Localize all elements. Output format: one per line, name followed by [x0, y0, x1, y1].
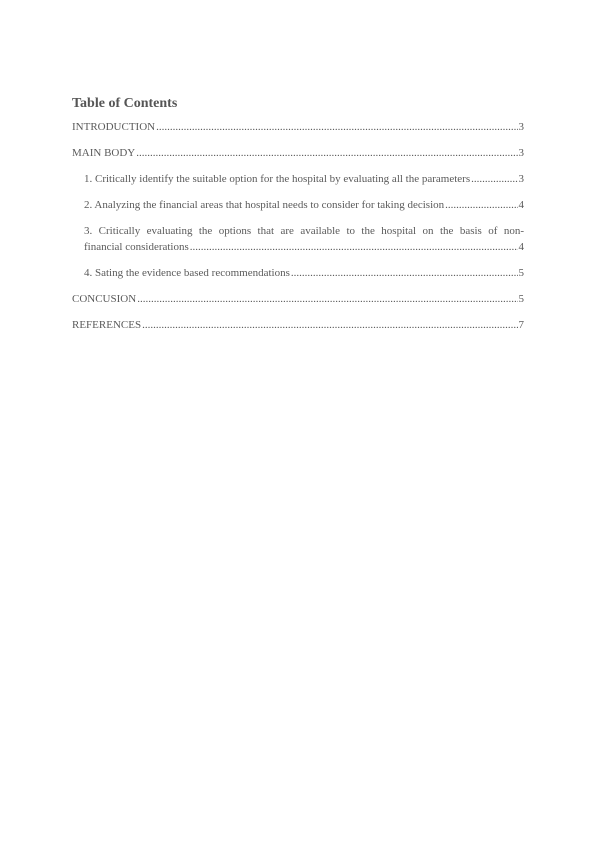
toc-entry-page: 3	[518, 147, 524, 159]
toc-entry-page: 5	[518, 267, 524, 279]
toc-entry-page: 3	[518, 121, 524, 133]
toc-entry-references[interactable]	[72, 317, 524, 333]
toc-entry-label: 4. Sating the evidence based recommendations	[84, 267, 290, 279]
toc-entry-introduction[interactable]	[72, 119, 524, 135]
toc-entry-section-3[interactable]	[72, 223, 524, 255]
dot-leader	[471, 171, 517, 187]
toc-entry-label: 2. Analyzing the financial areas that hospital needs to consider for taking decision	[84, 199, 445, 211]
toc-entry-page: 5	[518, 293, 524, 305]
toc-entry-label-line2: financial considerations	[84, 241, 189, 253]
toc-entry-page: 4	[518, 199, 524, 211]
toc-entry-label: CONCUSION	[72, 293, 137, 305]
dot-leader	[156, 119, 517, 135]
dot-leader	[142, 317, 517, 333]
toc-entry-section-2[interactable]	[72, 197, 524, 213]
toc-entry-section-4[interactable]	[72, 265, 524, 281]
toc-entry-page: 7	[518, 319, 524, 331]
toc-entry-page: 3	[518, 173, 524, 185]
toc-entry-label: MAIN BODY	[72, 147, 136, 159]
dot-leader	[190, 239, 518, 255]
toc-entry-page: 4	[518, 241, 524, 253]
dot-leader	[137, 291, 517, 307]
toc-entry-section-1[interactable]	[72, 171, 524, 187]
toc-entry-label: 1. Critically identify the suitable option for the hospital by evaluating all the parameters	[84, 173, 471, 185]
toc-list	[72, 119, 524, 343]
toc-entry-label: REFERENCES	[72, 319, 142, 331]
toc-entry-label-line1: 3. Critically evaluating the options that are available to the hospital on the basis of non-	[84, 225, 524, 237]
toc-title: Table of Contents	[72, 96, 178, 111]
dot-leader	[136, 145, 517, 161]
toc-entry-label: INTRODUCTION	[72, 121, 156, 133]
toc-entry-conclusion[interactable]	[72, 291, 524, 307]
dot-leader	[291, 265, 518, 281]
toc-entry-main-body[interactable]	[72, 145, 524, 161]
dot-leader	[445, 197, 517, 213]
